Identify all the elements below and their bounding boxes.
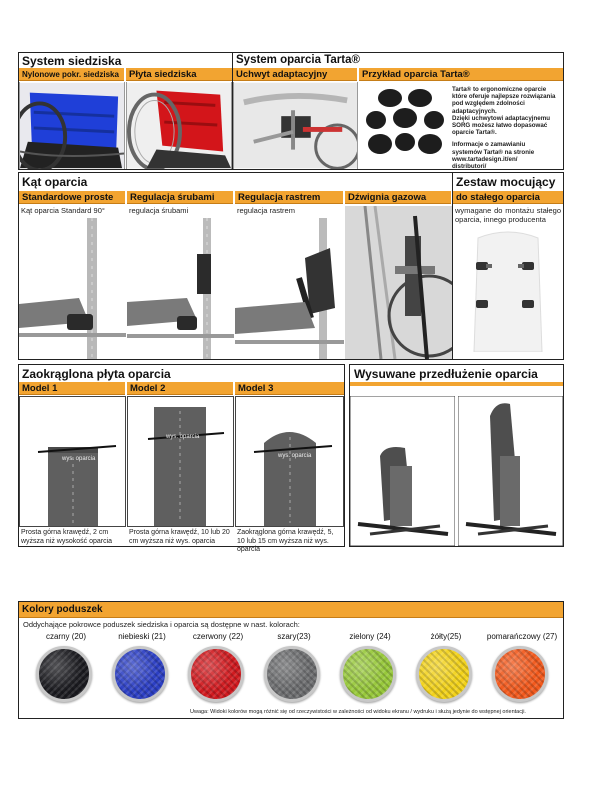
tarta-system-title: System oparcia Tarta® <box>236 54 360 66</box>
nylon-cover-label: Nylonowe pokr. siedziska <box>19 68 124 81</box>
model-1-label: Model 1 <box>19 382 125 395</box>
model-2-plate <box>128 397 233 526</box>
color-swatch-label: czerwony (22) <box>192 632 244 641</box>
color-swatch <box>112 646 168 702</box>
extension-extended-photo <box>458 396 563 546</box>
model-2-label: Model 2 <box>127 382 233 395</box>
tarta-description: Tarta® to ergonomiczne oparcie które oferuje najlepsze rozwiązania pod względem zdolności adaptacyjnych. Dzięki uchwytowi adaptacyjnemu SORG możesz łatwo dopasować oparcie Tarta®. Informacje o zamawianiu systemów Tarta® na stronie www.tartadesign.it/en/ distributori/ <box>452 86 556 171</box>
tarta-back-photo <box>360 84 450 168</box>
rounded-plate-title: Zaokrąglona płyta oparcia <box>22 367 171 381</box>
tarta-example-label: Przykład oparcia Tarta® <box>359 68 563 81</box>
mount-set-text: wymagane do montażu stałego oparcia, innego producenta <box>455 206 561 224</box>
color-swatch-label: niebieski (21) <box>118 632 166 641</box>
adaptive-holder-label: Uchwyt adaptacyjny <box>233 68 357 81</box>
extension-title: Wysuwane przedłużenie oparcia <box>354 367 538 381</box>
cushion-colors-title: Kolory poduszek <box>19 602 563 618</box>
color-swatch-label: pomarańczowy (27) <box>486 632 558 641</box>
color-swatch <box>188 646 244 702</box>
model-1-plate-text: wys. oparcia <box>62 456 96 462</box>
model-3-label: Model 3 <box>235 382 344 395</box>
color-swatch <box>340 646 396 702</box>
seat-plate-photo <box>126 82 232 169</box>
screw-adjust-photo <box>127 218 234 359</box>
screw-adjust-text: regulacja śrubami <box>129 206 189 215</box>
seat-plate-label: Płyta siedziska <box>126 68 232 81</box>
gas-lever-photo <box>345 206 452 359</box>
color-swatch-label: szary(23) <box>277 632 311 641</box>
model-3-plate <box>236 397 343 526</box>
color-swatch <box>416 646 472 702</box>
seat-system-title: System siedziska <box>22 54 122 68</box>
screw-adjust-label: Regulacja śrubami <box>127 191 233 204</box>
standard-straight-label: Standardowe proste <box>19 191 125 204</box>
model-2-plate-text: wys. oparcia <box>166 434 200 440</box>
model-1-caption: Prosta górna krawędź, 2 cm wyższa niż wysokość oparcia <box>21 529 113 545</box>
standard-angle-text: Kąt oparcia Standard 90° <box>21 206 105 215</box>
mount-set-title: Zestaw mocujący <box>456 175 556 189</box>
gas-lever-label: Dźwignia gazowa <box>345 191 451 204</box>
color-swatch <box>264 646 320 702</box>
extension-retracted-photo <box>350 396 455 546</box>
cushion-colors-intro: Oddychające pokrowce poduszek siedziska i oparcia są dostępne w nast. kolorach: <box>23 620 300 629</box>
mount-fixed-back-label: do stałego oparcia <box>453 191 563 204</box>
back-angle-title: Kąt oparcia <box>22 175 88 189</box>
ratchet-adjust-label: Regulacja rastrem <box>235 191 343 204</box>
model-3-caption: Zaokrąglona górna krawędź, 5, 10 lub 15 cm wyższa niż wys. oparcia <box>237 529 334 553</box>
nylon-cover-photo <box>19 82 125 169</box>
color-disclaimer: Uwaga: Widoki kolorów mogą różnić się od rzeczywistości w zależności od widoku ekranu / wydruku i służą jedynie do wstępnej orientacji. <box>190 709 526 715</box>
color-swatch-label: żółty(25) <box>430 632 462 641</box>
standard-back-photo <box>19 218 126 359</box>
mount-set-photo <box>470 228 546 352</box>
model-3-plate-text: wys. oparcia <box>278 453 312 459</box>
color-swatch <box>492 646 548 702</box>
extension-bar <box>350 382 563 386</box>
color-swatch <box>36 646 92 702</box>
color-swatch-label: czarny (20) <box>45 632 86 641</box>
ratchet-adjust-photo <box>235 218 344 359</box>
ratchet-adjust-text: regulacja rastrem <box>237 206 295 215</box>
color-swatch-label: zielony (24) <box>349 632 391 641</box>
model-2-caption: Prosta górna krawędź, 10 lub 20 cm wyższa niż wys. oparcia <box>129 529 230 545</box>
adaptive-holder-photo <box>233 82 358 169</box>
